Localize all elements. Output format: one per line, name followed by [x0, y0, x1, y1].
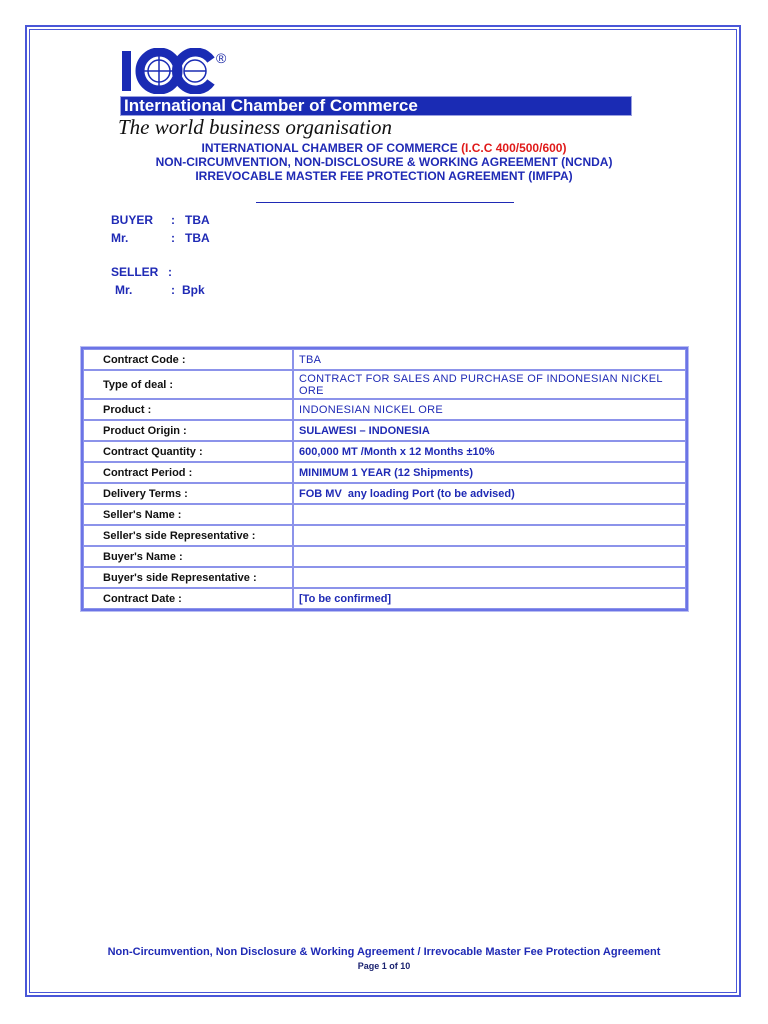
table-row — [83, 462, 686, 483]
table-row — [83, 483, 686, 504]
row-label-buyers-representative: Buyer's side Representative : — [83, 567, 293, 588]
footer-page-number: Page 1 of 10 — [357, 961, 411, 971]
buyer-mr-label: Mr. — [111, 231, 129, 245]
row-value-contract-period: MINIMUM 1 YEAR (12 Shipments) — [293, 462, 686, 483]
contract-details-table — [81, 347, 688, 611]
seller-mr-label: Mr. — [115, 283, 133, 297]
row-label-buyers-name: Buyer's Name : — [83, 546, 293, 567]
row-value-contract-date: [To be confirmed] — [293, 588, 686, 609]
row-value-product-origin: SULAWESI – INDONESIA — [293, 420, 686, 441]
table-row — [83, 399, 686, 420]
row-label-contract-period: Contract Period : — [83, 462, 293, 483]
row-label-contract-quantity: Contract Quantity : — [83, 441, 293, 462]
heading-line-3: IRREVOCABLE MASTER FEE PROTECTION AGREEMENT (IMFPA) — [195, 169, 573, 183]
table-row — [83, 546, 686, 567]
row-value-delivery-terms: FOB MV any loading Port (to be advised) — [293, 483, 686, 504]
row-value-buyers-representative — [293, 567, 686, 588]
footer-title: Non-Circumvention, Non Disclosure & Working Agreement / Irrevocable Master Fee Protection Agreement — [107, 946, 661, 958]
heading-line-2: NON-CIRCUMVENTION, NON-DISCLOSURE & WORKING AGREEMENT (NCNDA) — [155, 155, 613, 169]
buyer-value: TBA — [185, 213, 210, 227]
icc-tagline: The world business organisation — [118, 115, 393, 139]
seller-mr-value: Bpk — [182, 283, 205, 297]
table-row — [83, 441, 686, 462]
buyer-mr-colon: : — [171, 231, 175, 245]
registered-mark: ® — [216, 50, 227, 66]
row-value-contract-quantity: 600,000 MT /Month x 12 Months ±10% — [293, 441, 686, 462]
icc-name-bar — [120, 96, 632, 116]
heading-divider — [256, 202, 514, 203]
row-value-buyers-name — [293, 546, 686, 567]
buyer-mr-value: TBA — [185, 231, 210, 245]
buyer-label: BUYER — [111, 213, 154, 227]
row-label-contract-code: Contract Code : — [83, 349, 293, 370]
seller-colon: : — [168, 265, 172, 279]
heading-line-1-highlight: (I.C.C 400/500/600) — [461, 141, 567, 155]
table-row — [83, 504, 686, 525]
table-row — [83, 567, 686, 588]
table-row — [83, 588, 686, 609]
heading-line-1 — [0, 141, 768, 156]
table-row — [83, 349, 686, 370]
icc-logo — [118, 48, 638, 143]
row-label-product: Product : — [83, 399, 293, 420]
row-value-product: INDONESIAN NICKEL ORE — [293, 399, 686, 420]
icc-logo-mark — [120, 48, 220, 94]
seller-label: SELLER — [111, 265, 159, 279]
table-row — [83, 370, 686, 399]
row-value-contract-code: TBA — [293, 349, 686, 370]
row-label-type-of-deal: Type of deal : — [83, 370, 293, 399]
row-value-sellers-name — [293, 504, 686, 525]
row-value-type-of-deal: CONTRACT FOR SALES AND PURCHASE OF INDONESIAN NICKEL ORE — [293, 370, 686, 399]
table-row — [83, 420, 686, 441]
row-label-product-origin: Product Origin : — [83, 420, 293, 441]
table-row — [83, 525, 686, 546]
row-label-contract-date: Contract Date : — [83, 588, 293, 609]
buyer-colon: : — [171, 213, 175, 227]
seller-mr-colon: : — [171, 283, 175, 297]
row-label-sellers-representative: Seller's side Representative : — [83, 525, 293, 546]
icc-name-text: International Chamber of Commerce — [124, 96, 418, 115]
row-label-delivery-terms: Delivery Terms : — [83, 483, 293, 504]
row-value-sellers-representative — [293, 525, 686, 546]
row-label-sellers-name: Seller's Name : — [83, 504, 293, 525]
heading-line-1-text: INTERNATIONAL CHAMBER OF COMMERCE — [201, 141, 462, 155]
